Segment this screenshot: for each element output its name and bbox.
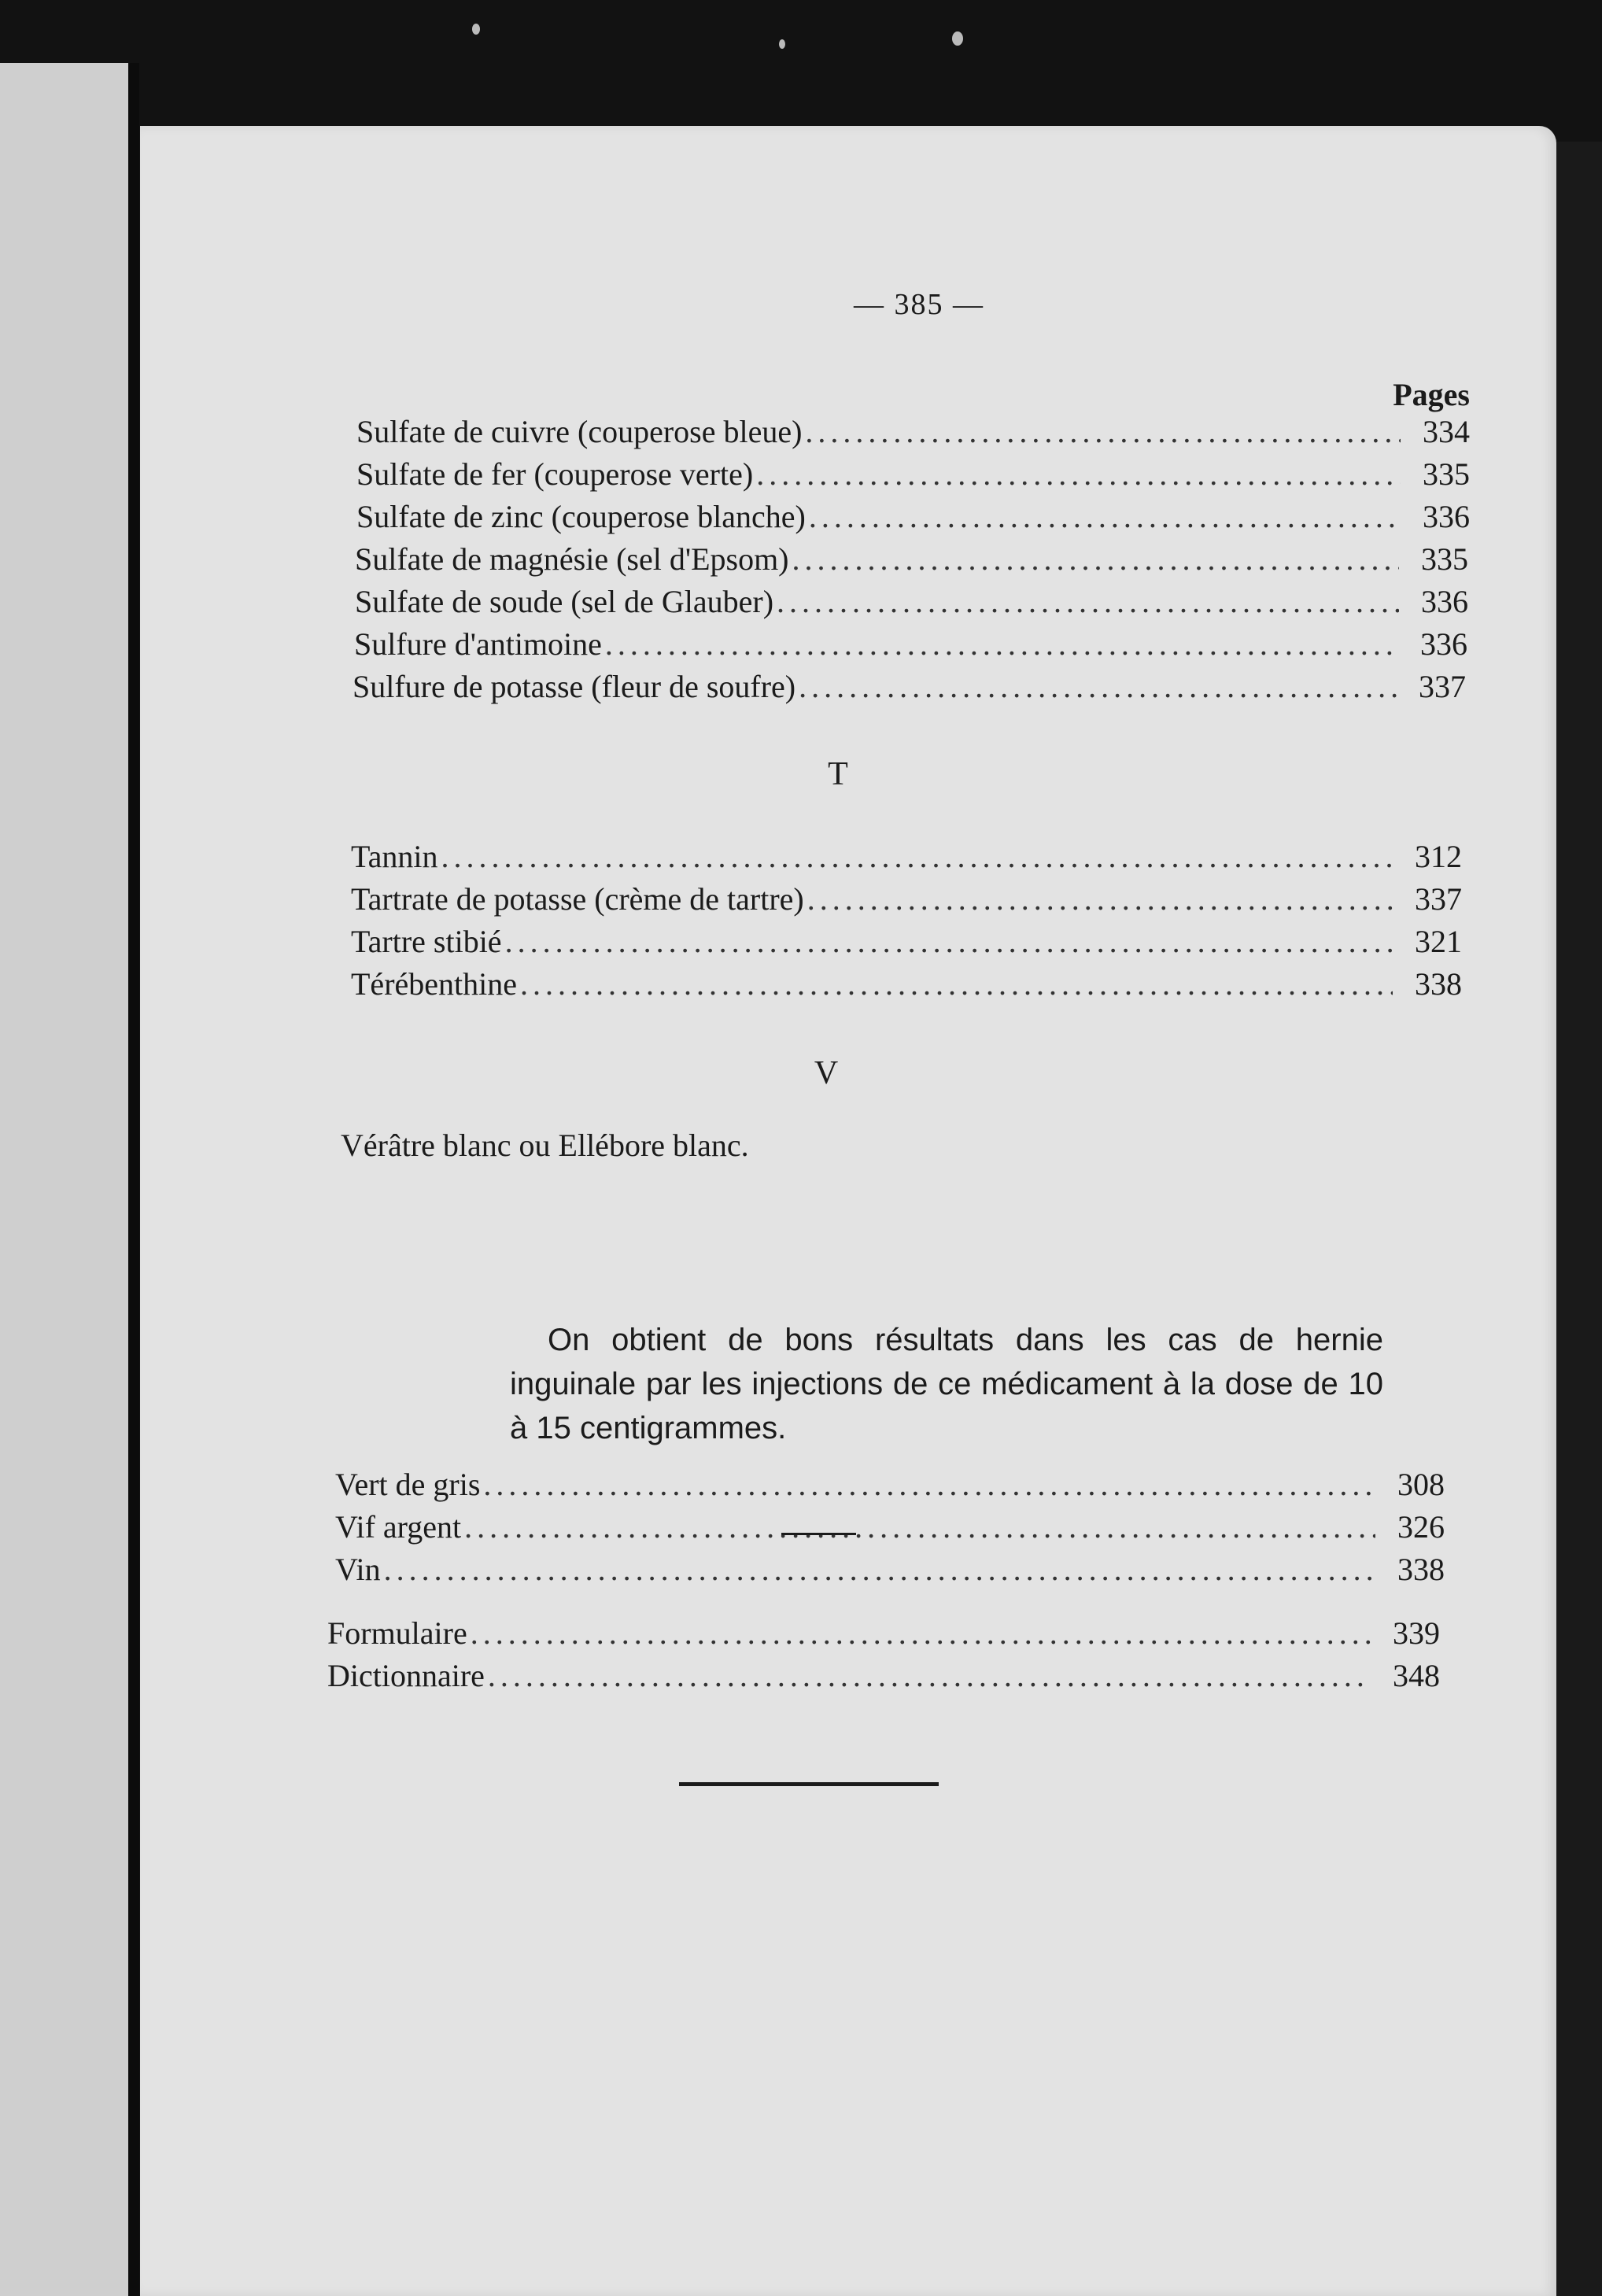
pages-column-heading: Pages: [1393, 377, 1470, 412]
leader-dots: [777, 583, 1399, 620]
facing-page-edge: [0, 63, 134, 2296]
entry-page: 312: [1415, 839, 1462, 874]
entry-label: Tartrate de potasse (crème de tartre): [351, 881, 804, 917]
entry-label: Sulfate de cuivre (couperose bleue): [356, 414, 803, 449]
dust-speck: [952, 31, 963, 46]
book-page: [140, 126, 1556, 2296]
entry-page: 337: [1419, 669, 1466, 704]
index-entry: [335, 1508, 1445, 1549]
index-entry: [355, 541, 1468, 581]
index-entry: [335, 1551, 1445, 1592]
index-entry: [356, 456, 1470, 496]
index-entry: [335, 1466, 1445, 1507]
entry-label: Tannin: [351, 839, 438, 874]
leader-dots: [807, 880, 1393, 917]
leader-dots: [471, 1615, 1371, 1652]
entry-page: 308: [1397, 1467, 1445, 1502]
entry-page: 336: [1420, 626, 1467, 662]
index-entry: [353, 668, 1466, 709]
entry-page: 335: [1421, 541, 1468, 577]
index-entry: [351, 923, 1462, 964]
leader-dots: [384, 1551, 1375, 1588]
entry-note: On obtient de bons résultats dans les cas de hernie inguinale par les injections de ce médicament à la dose de 10 à 15 centigrammes.: [510, 1323, 1383, 1445]
entry-heading: Vérâtre blanc ou Ellébore blanc.: [341, 1128, 749, 1163]
index-entry: [327, 1657, 1440, 1698]
entry-label: Térébenthine: [351, 966, 517, 1002]
leader-dots: [809, 498, 1401, 535]
entry-page: 338: [1397, 1552, 1445, 1587]
index-entry: [351, 965, 1462, 1006]
index-entry: [351, 880, 1462, 921]
leader-dots: [756, 456, 1401, 493]
dust-speck: [472, 24, 480, 35]
section-letter-t: T: [828, 756, 848, 792]
entry-label: Sulfate de soude (sel de Glauber): [355, 584, 774, 619]
entry-label: Vert de gris: [335, 1467, 481, 1502]
entry-label: Sulfure d'antimoine: [354, 626, 602, 662]
leader-dots: [483, 1466, 1375, 1503]
entry-page: 338: [1415, 966, 1462, 1002]
entry-label: Sulfate de fer (couperose verte): [356, 456, 754, 492]
leader-dots: [799, 668, 1397, 705]
scan-border: [1556, 142, 1602, 2296]
entry-page: 326: [1397, 1509, 1445, 1545]
leader-dots: [805, 413, 1401, 450]
entry-label: Dictionnaire: [327, 1658, 485, 1693]
index-entry: [356, 413, 1470, 454]
entry-label: Tartre stibié: [351, 924, 502, 959]
index-entry: [351, 838, 1462, 879]
entry-label: Sulfate de magnésie (sel d'Epsom): [355, 541, 789, 577]
entry-label: Vif argent: [335, 1509, 462, 1545]
entry-page: 339: [1393, 1615, 1440, 1651]
entry-page: 334: [1423, 414, 1470, 449]
entry-page: 321: [1415, 924, 1462, 959]
short-divider: [781, 1533, 856, 1535]
binding-gutter: [128, 63, 139, 2296]
leader-dots: [505, 923, 1393, 960]
leader-dots: [792, 541, 1399, 578]
index-entry: [356, 498, 1470, 539]
dust-speck: [779, 39, 785, 49]
index-entry: [355, 583, 1468, 624]
entry-label: Sulfate de zinc (couperose blanche): [356, 499, 806, 534]
page-number: — 385 —: [854, 288, 984, 321]
entry-page: 335: [1423, 456, 1470, 492]
closing-rule: [679, 1782, 939, 1786]
entry-label: Sulfure de potasse (fleur de soufre): [353, 669, 796, 704]
entry-page: 348: [1393, 1658, 1440, 1693]
leader-dots: [605, 626, 1398, 663]
leader-dots: [488, 1657, 1371, 1694]
entry-page: 336: [1423, 499, 1470, 534]
entry-page: 336: [1421, 584, 1468, 619]
index-entry: [327, 1615, 1440, 1656]
leader-dots: [464, 1508, 1375, 1545]
section-letter-v: V: [814, 1055, 839, 1091]
entry-page: 337: [1415, 881, 1462, 917]
leader-dots: [441, 838, 1393, 875]
entry-label: Vin: [335, 1552, 381, 1587]
leader-dots: [520, 965, 1393, 1002]
entry-label: Formulaire: [327, 1615, 467, 1651]
index-entry: [354, 626, 1467, 666]
